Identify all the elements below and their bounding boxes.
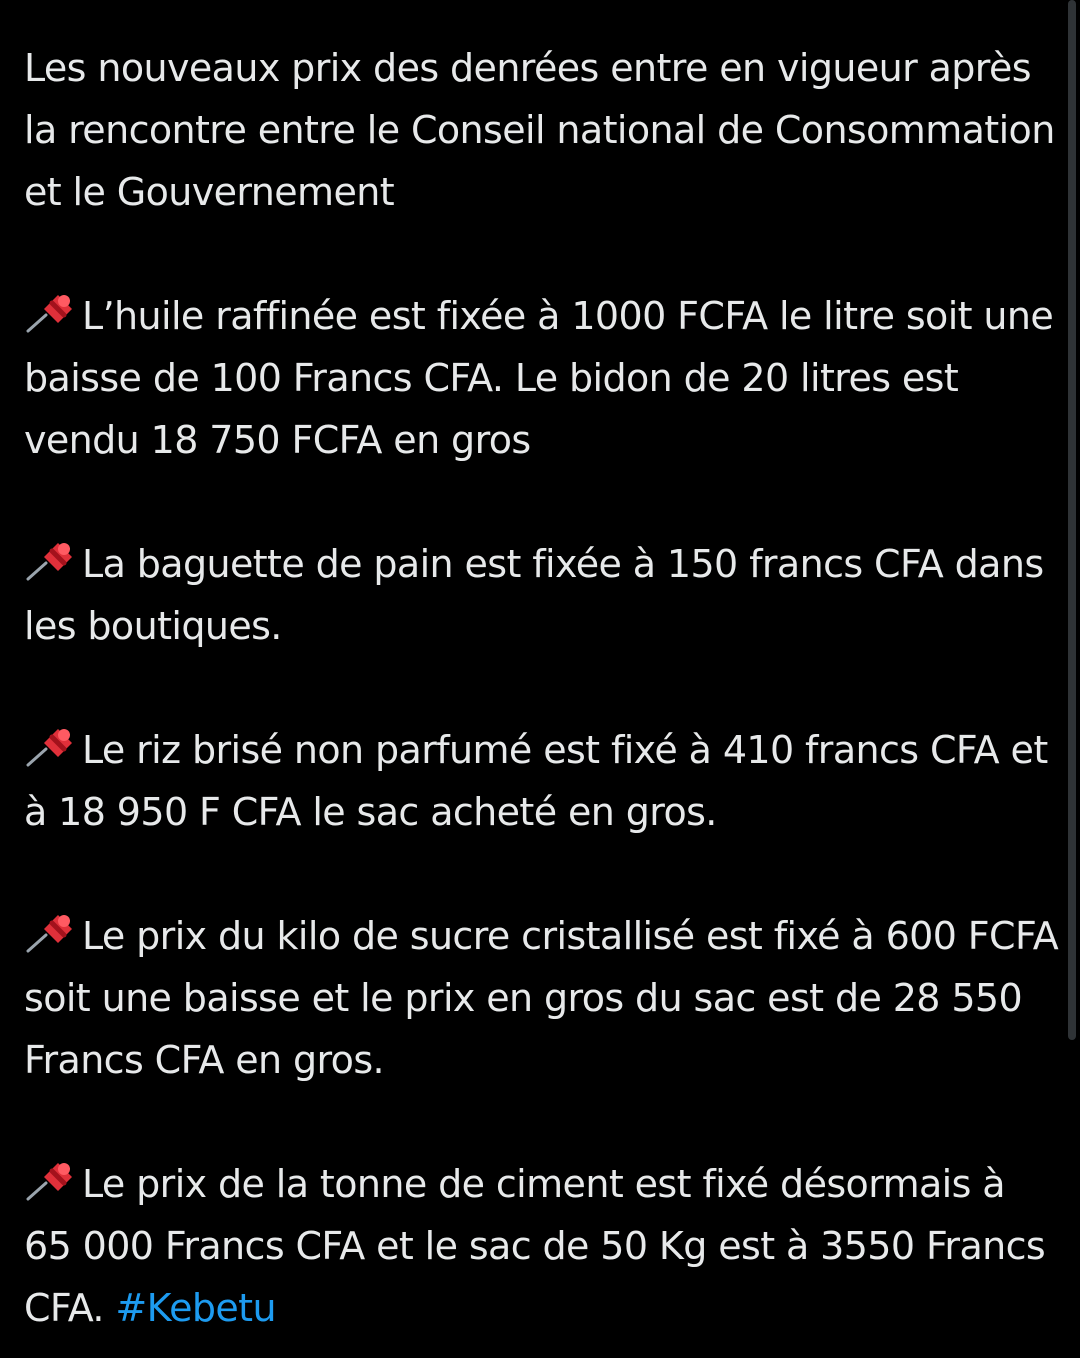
price-item-cement — [24, 1153, 1060, 1339]
price-item-oil — [24, 285, 1060, 471]
price-item-text: Le prix du kilo de sucre cristallisé est fixé à 600 FCFA soit une baisse et le prix en gros du sac est de 28 550 Francs CFA en gros. — [24, 914, 1059, 1082]
pushpin-icon — [24, 911, 76, 955]
price-item-text: L’huile raffinée est fixée à 1000 FCFA le litre soit une baisse de 100 Francs CFA. Le bidon de 20 litres est vendu 18 750 FCFA en gros — [24, 294, 1054, 462]
pushpin-icon — [24, 539, 76, 583]
post-intro: Les nouveaux prix des denrées entre en vigueur après la rencontre entre le Conseil national de Consommation et le Gouvernement — [24, 46, 1055, 214]
pushpin-icon — [24, 1159, 76, 1203]
price-item-rice — [24, 719, 1060, 843]
price-item-text: Le prix de la tonne de ciment est fixé désormais à 65 000 Francs CFA et le sac de 50 Kg est à 3550 Francs CFA. — [24, 1162, 1046, 1330]
price-item-sugar — [24, 905, 1060, 1091]
post-body — [24, 37, 1060, 1339]
pushpin-icon — [24, 725, 76, 769]
price-item-text: La baguette de pain est fixée à 150 francs CFA dans les boutiques. — [24, 542, 1044, 648]
pushpin-icon — [24, 291, 76, 335]
scrollbar[interactable] — [1068, 0, 1076, 1040]
hashtag-link[interactable]: #Kebetu — [115, 1286, 276, 1330]
price-item-text: Le riz brisé non parfumé est fixé à 410 francs CFA et à 18 950 F CFA le sac acheté en gros. — [24, 728, 1048, 834]
price-item-bread — [24, 533, 1060, 657]
